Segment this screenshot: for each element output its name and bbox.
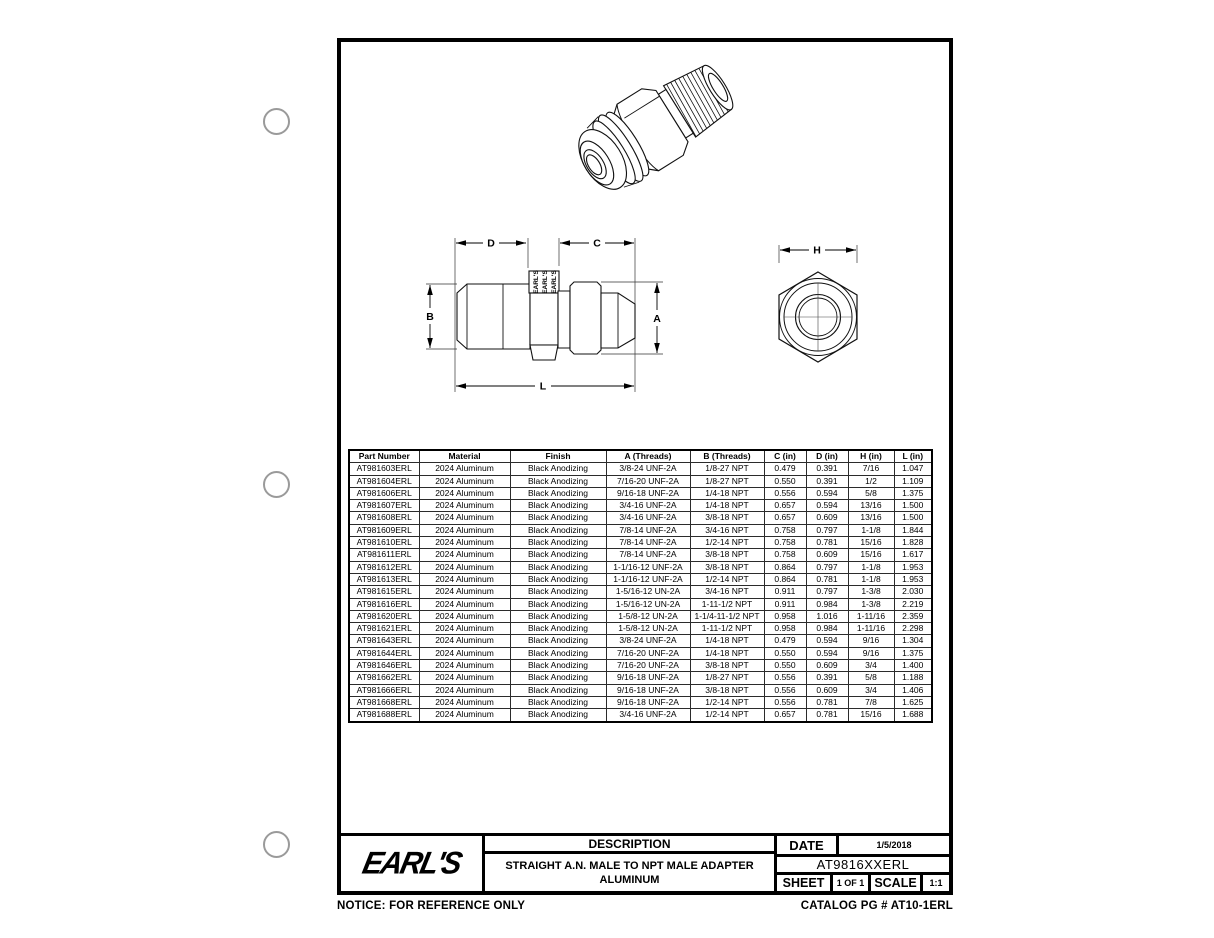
table-cell: 7/8-14 UNF-2A [606,549,690,561]
table-cell: 0.781 [806,537,848,549]
date-label: DATE [777,836,839,854]
table-cell: 1.406 [894,684,932,696]
description-label: DESCRIPTION [485,836,774,854]
table-cell: 1-3/8 [848,586,894,598]
table-cell: Black Anodizing [510,537,606,549]
table-cell: 0.556 [764,487,806,499]
table-cell: 1.844 [894,524,932,536]
engraving-text: EARL'S [551,270,558,294]
earls-logo: EARL'S [359,845,464,881]
column-header: Material [419,450,510,463]
table-cell: 1-5/8-12 UN-2A [606,610,690,622]
table-cell: 0.609 [806,549,848,561]
table-row [349,537,932,549]
table-cell: 1.953 [894,561,932,573]
table-cell: 1.625 [894,696,932,708]
table-cell: Black Anodizing [510,623,606,635]
dim-label-l: L [539,380,547,393]
table-cell: 7/8-14 UNF-2A [606,524,690,536]
table-cell: 0.556 [764,684,806,696]
description-line1: STRAIGHT A.N. MALE TO NPT MALE ADAPTER [505,859,754,872]
table-cell: Black Anodizing [510,524,606,536]
table-cell: Black Anodizing [510,709,606,722]
table-cell: 1-11/16 [848,623,894,635]
table-cell: Black Anodizing [510,549,606,561]
table-cell: 7/16-20 UNF-2A [606,647,690,659]
table-cell: AT981666ERL [349,684,419,696]
title-block-right [777,836,949,891]
table-row [349,573,932,585]
table-cell: 1.109 [894,475,932,487]
table-cell: 0.391 [806,463,848,475]
table-cell: AT981606ERL [349,487,419,499]
table-cell: 2024 Aluminum [419,709,510,722]
table-cell: AT981646ERL [349,660,419,672]
side-view-drawing [457,270,635,360]
column-header: C (in) [764,450,806,463]
table-row [349,709,932,722]
neck [558,291,570,348]
column-header: A (Threads) [606,450,690,463]
hole-punch-top [263,108,290,135]
table-cell: 1-11/16 [848,610,894,622]
table-cell: 7/16-20 UNF-2A [606,660,690,672]
table-cell: 2024 Aluminum [419,475,510,487]
table-cell: 0.758 [764,549,806,561]
column-header: L (in) [894,450,932,463]
table-cell: 5/8 [848,672,894,684]
table-cell: 1-11-1/2 NPT [690,598,764,610]
table-cell: 0.556 [764,696,806,708]
table-cell: 2024 Aluminum [419,660,510,672]
table-row [349,647,932,659]
table-cell: AT981668ERL [349,696,419,708]
table-cell: 7/8-14 UNF-2A [606,537,690,549]
table-cell: 2024 Aluminum [419,647,510,659]
table-cell: Black Anodizing [510,598,606,610]
table-cell: 15/16 [848,549,894,561]
hex-flats [530,293,558,345]
table-cell: 2024 Aluminum [419,549,510,561]
hex-engraving [533,270,558,294]
dim-label-a: A [653,313,661,325]
table-cell: 0.594 [806,500,848,512]
table-cell: 0.391 [806,672,848,684]
table-cell: Black Anodizing [510,561,606,573]
table-row [349,660,932,672]
table-cell: 9/16 [848,635,894,647]
scale-value: 1:1 [929,878,943,888]
sheet-value: 1 OF 1 [833,875,871,891]
table-cell: 2024 Aluminum [419,561,510,573]
table-cell: AT981662ERL [349,672,419,684]
table-cell: 3/4-16 NPT [690,586,764,598]
table-cell: Black Anodizing [510,512,606,524]
date-value: 1/5/2018 [876,840,912,850]
table-row [349,672,932,684]
table-cell: 3/4 [848,684,894,696]
table-cell: 0.609 [806,512,848,524]
table-cell: 3/8-24 UNF-2A [606,463,690,475]
table-cell: 1.375 [894,487,932,499]
table-cell: AT981603ERL [349,463,419,475]
description-line2: ALUMINUM [599,873,660,886]
table-row [349,684,932,696]
table-cell: 0.657 [764,709,806,722]
table-cell: 5/8 [848,487,894,499]
table-cell: 1-1/8 [848,524,894,536]
table-cell: AT981608ERL [349,512,419,524]
table-cell: 2024 Aluminum [419,586,510,598]
table-row [349,561,932,573]
dim-label-b: B [426,311,434,323]
table-cell: 15/16 [848,709,894,722]
table-cell: Black Anodizing [510,684,606,696]
dim-label-h: H [813,244,821,257]
scale-label: SCALE [871,875,923,891]
table-row [349,610,932,622]
table-cell: 3/4-16 UNF-2A [606,500,690,512]
table-cell: AT981643ERL [349,635,419,647]
table-cell: 2.298 [894,623,932,635]
table-row [349,475,932,487]
table-cell: 1/4-18 NPT [690,487,764,499]
table-cell: 3/4-16 NPT [690,524,764,536]
table-cell: 2024 Aluminum [419,598,510,610]
table-cell: 1/2-14 NPT [690,537,764,549]
table-cell: 2024 Aluminum [419,696,510,708]
table-cell: AT981620ERL [349,610,419,622]
table-cell: 2.219 [894,598,932,610]
table-cell: 13/16 [848,512,894,524]
table-cell: Black Anodizing [510,586,606,598]
isometric-drawing [566,50,745,203]
table-cell: 0.958 [764,623,806,635]
hex-lower-facet [530,345,558,360]
table-cell: AT981607ERL [349,500,419,512]
table-cell: 1-5/8-12 UN-2A [606,623,690,635]
table-cell: 1.500 [894,500,932,512]
title-block [341,833,949,891]
table-cell: 9/16-18 UNF-2A [606,684,690,696]
table-cell: 0.594 [806,647,848,659]
hole-punch-middle [263,471,290,498]
table-cell: Black Anodizing [510,672,606,684]
table-row [349,463,932,475]
table-cell: 7/8 [848,696,894,708]
table-cell: 3/8-24 UNF-2A [606,635,690,647]
table-cell: Black Anodizing [510,463,606,475]
table-cell: 1/8-27 NPT [690,672,764,684]
table-cell: Black Anodizing [510,500,606,512]
table-row [349,598,932,610]
engraving-text: EARL'S [542,270,549,294]
logo-cell [341,836,485,891]
table-cell: 1/4-18 NPT [690,635,764,647]
table-row [349,549,932,561]
flare-barrel [570,282,601,354]
table-cell: 1.016 [806,610,848,622]
part-number: AT9816XXERL [777,857,949,875]
table-cell: 2024 Aluminum [419,610,510,622]
table-cell: 13/16 [848,500,894,512]
table-cell: 0.984 [806,623,848,635]
table-cell: 1-1/8 [848,573,894,585]
table-cell: 0.479 [764,635,806,647]
table-cell: 3/4-16 UNF-2A [606,709,690,722]
table-cell: 2024 Aluminum [419,500,510,512]
table-cell: AT981644ERL [349,647,419,659]
table-cell: Black Anodizing [510,696,606,708]
table-cell: 1.400 [894,660,932,672]
table-cell: 0.391 [806,475,848,487]
table-cell: 2024 Aluminum [419,487,510,499]
table-cell: 0.958 [764,610,806,622]
engraving-text: EARL'S [533,270,540,294]
table-cell: 0.550 [764,660,806,672]
table-cell: 0.797 [806,561,848,573]
table-row [349,696,932,708]
table-cell: AT981615ERL [349,586,419,598]
table-cell: 1.828 [894,537,932,549]
table-cell: AT981688ERL [349,709,419,722]
sheet-label: SHEET [777,875,833,891]
table-cell: 1-1/16-12 UNF-2A [606,573,690,585]
table-cell: 2024 Aluminum [419,623,510,635]
description-cell [485,836,777,891]
table-cell: 0.781 [806,696,848,708]
table-cell: 1.617 [894,549,932,561]
table-cell: 2024 Aluminum [419,512,510,524]
table-row [349,512,932,524]
table-cell: 3/8-18 NPT [690,561,764,573]
table-cell: 2024 Aluminum [419,524,510,536]
table-cell: 0.984 [806,598,848,610]
table-cell: 9/16-18 UNF-2A [606,696,690,708]
table-cell: 1-5/16-12 UN-2A [606,586,690,598]
table-cell: AT981616ERL [349,598,419,610]
table-cell: 0.594 [806,635,848,647]
table-cell: 3/8-18 NPT [690,549,764,561]
table-cell: 1.500 [894,512,932,524]
table-cell: 3/4-16 UNF-2A [606,512,690,524]
table-cell: 9/16-18 UNF-2A [606,672,690,684]
table-cell: 7/16 [848,463,894,475]
table-row [349,586,932,598]
hole-punch-bottom [263,831,290,858]
table-row [349,623,932,635]
column-header: H (in) [848,450,894,463]
table-cell: 2024 Aluminum [419,684,510,696]
table-cell: 7/16-20 UNF-2A [606,475,690,487]
table-cell: AT981604ERL [349,475,419,487]
table-cell: AT981611ERL [349,549,419,561]
table-cell: 0.781 [806,573,848,585]
npt-body [457,284,530,349]
table-cell: Black Anodizing [510,635,606,647]
table-cell: 0.911 [764,598,806,610]
spec-table-header-row [349,450,932,463]
column-header: Part Number [349,450,419,463]
table-cell: AT981612ERL [349,561,419,573]
table-cell: 0.797 [806,524,848,536]
table-cell: 0.550 [764,475,806,487]
table-cell: 1.375 [894,647,932,659]
table-row [349,487,932,499]
table-cell: 1-5/16-12 UN-2A [606,598,690,610]
table-cell: 1/2-14 NPT [690,696,764,708]
table-row [349,635,932,647]
table-cell: 2.359 [894,610,932,622]
table-cell: 0.550 [764,647,806,659]
table-cell: 0.864 [764,573,806,585]
table-cell: 1/4-18 NPT [690,647,764,659]
page-frame [337,38,953,895]
table-cell: 0.781 [806,709,848,722]
table-cell: 1-11-1/2 NPT [690,623,764,635]
column-header: B (Threads) [690,450,764,463]
table-cell: Black Anodizing [510,610,606,622]
table-cell: Black Anodizing [510,475,606,487]
dim-label-c: C [593,237,601,250]
catalog-reference: CATALOG PG # AT10-1ERL [800,900,953,912]
table-cell: 2024 Aluminum [419,573,510,585]
table-cell: Black Anodizing [510,487,606,499]
table-cell: 15/16 [848,537,894,549]
table-cell: 2024 Aluminum [419,635,510,647]
table-cell: 1/2 [848,475,894,487]
table-cell: 1.953 [894,573,932,585]
spec-table-body [349,463,932,722]
table-cell: 9/16 [848,647,894,659]
table-cell: AT981610ERL [349,537,419,549]
spec-table [348,449,933,723]
table-cell: 2024 Aluminum [419,537,510,549]
table-cell: 3/8-18 NPT [690,684,764,696]
table-cell: 1/8-27 NPT [690,475,764,487]
table-cell: 1/2-14 NPT [690,573,764,585]
table-cell: 2024 Aluminum [419,463,510,475]
table-cell: 0.911 [764,586,806,598]
table-cell: 1.047 [894,463,932,475]
table-cell: Black Anodizing [510,647,606,659]
table-cell: AT981621ERL [349,623,419,635]
table-cell: 1-1/16-12 UNF-2A [606,561,690,573]
table-cell: 0.609 [806,684,848,696]
table-cell: 1/8-27 NPT [690,463,764,475]
column-header: D (in) [806,450,848,463]
table-cell: 0.797 [806,586,848,598]
table-cell: 2.030 [894,586,932,598]
table-cell: 1-1/8 [848,561,894,573]
table-cell: 0.657 [764,512,806,524]
technical-drawings [421,42,891,410]
column-header: Finish [510,450,606,463]
table-cell: Black Anodizing [510,660,606,672]
table-cell: 0.657 [764,500,806,512]
table-cell: AT981609ERL [349,524,419,536]
table-cell: 1.188 [894,672,932,684]
table-cell: 1-3/8 [848,598,894,610]
table-cell: 1/2-14 NPT [690,709,764,722]
table-cell: 3/4 [848,660,894,672]
table-cell: 0.758 [764,524,806,536]
table-cell: 3/8-18 NPT [690,660,764,672]
table-cell: 0.864 [764,561,806,573]
table-cell: 2024 Aluminum [419,672,510,684]
table-cell: 0.758 [764,537,806,549]
table-cell: 1/4-18 NPT [690,500,764,512]
table-cell: AT981613ERL [349,573,419,585]
table-cell: 1-1/4-11-1/2 NPT [690,610,764,622]
table-cell: 0.556 [764,672,806,684]
table-cell: 3/8-18 NPT [690,512,764,524]
table-cell: Black Anodizing [510,573,606,585]
table-row [349,500,932,512]
description-body [485,854,774,891]
table-row [349,524,932,536]
notice-text: NOTICE: FOR REFERENCE ONLY [337,900,526,912]
table-cell: 1.688 [894,709,932,722]
dim-label-d: D [487,237,495,250]
table-cell: 0.609 [806,660,848,672]
end-view-drawing [779,272,857,362]
table-cell: 9/16-18 UNF-2A [606,487,690,499]
table-cell: 0.479 [764,463,806,475]
table-cell: 0.594 [806,487,848,499]
table-cell: 1.304 [894,635,932,647]
